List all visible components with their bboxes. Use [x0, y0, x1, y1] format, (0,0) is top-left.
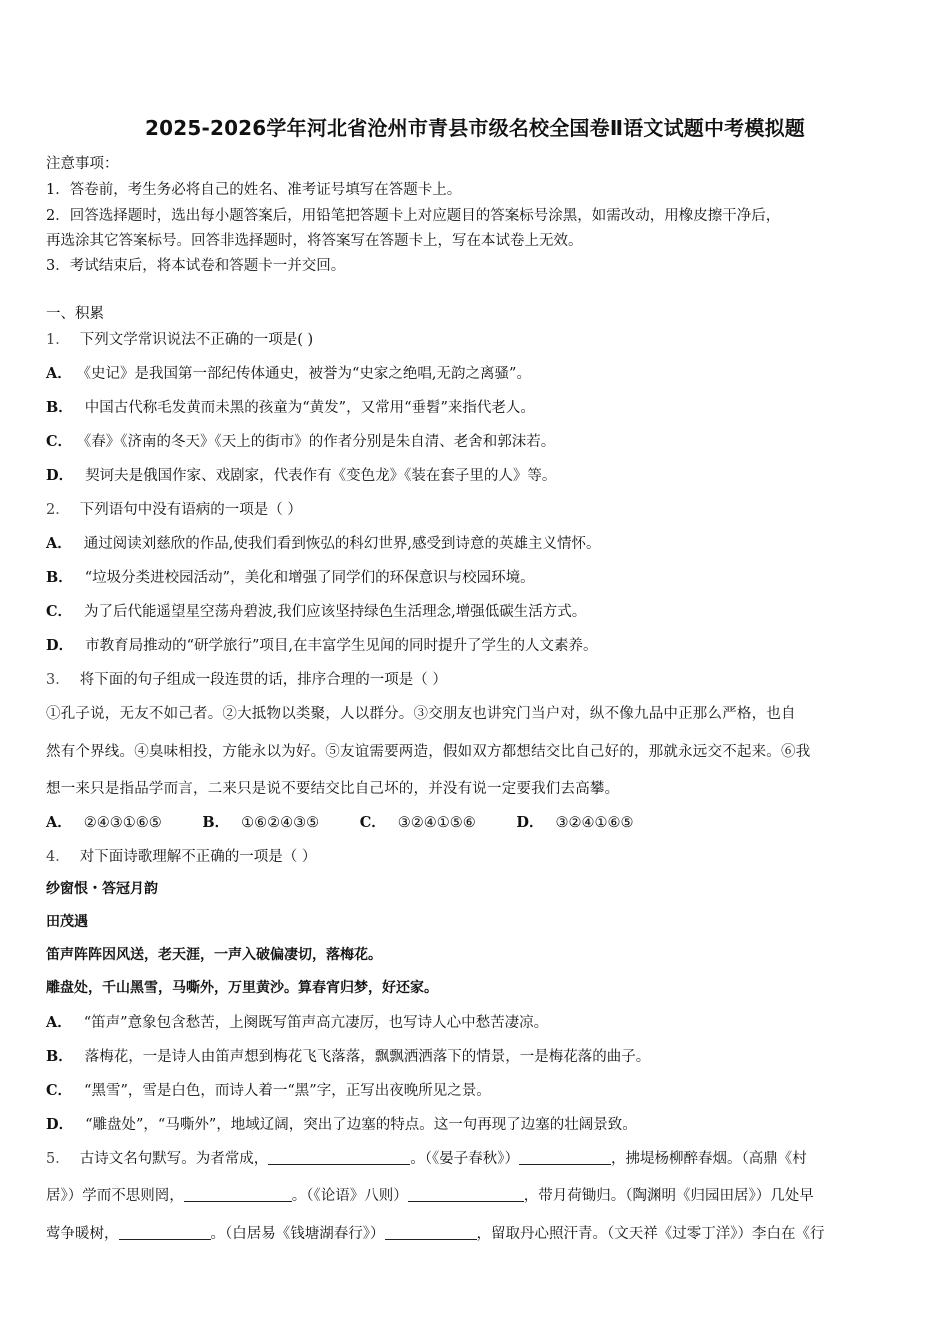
option-label: A． — [46, 1014, 72, 1031]
option-text: 为了后代能遥望星空荡舟碧波,我们应该坚持绿色生活理念,增强低碳生活方式。 — [84, 604, 587, 620]
q2-option-b — [46, 566, 535, 587]
q3-option-b — [202, 811, 319, 832]
answer-blank[interactable] — [268, 1150, 410, 1165]
notice-heading: 注意事项： — [46, 156, 119, 172]
question-text: 居》）学而不思则罔， — [46, 1188, 184, 1204]
question-4-stem — [46, 845, 316, 866]
question-number: 5． — [46, 1151, 70, 1167]
notice-item: 1．答卷前，考生务必将自己的姓名、准考证号填写在答题卡上。 — [46, 182, 462, 198]
question-text: ，拂堤杨柳醉春烟。（高鼎《村 — [610, 1151, 807, 1167]
option-text: 中国古代称毛发黄而未黑的孩童为“黄发”，又常用“垂髫”来指代老人。 — [84, 400, 535, 416]
q2-option-a — [46, 532, 600, 553]
option-text: ③②④①⑤⑥ — [397, 815, 476, 831]
q1-option-a — [46, 362, 531, 383]
option-label: D． — [46, 637, 74, 654]
question-1-stem — [46, 328, 313, 349]
q1-option-d — [46, 464, 556, 485]
option-text: “垃圾分类进校园活动”，美化和增强了同学们的环保意识与校园环境。 — [84, 570, 535, 586]
q2-option-c — [46, 600, 586, 621]
answer-blank[interactable] — [119, 1225, 211, 1240]
question-number: 2． — [46, 502, 70, 518]
option-text: 市教育局推动的“研学旅行”项目,在丰富学生见闻的同时提升了学生的人文素养。 — [85, 638, 598, 654]
q3-passage-line: 想一来只是指品学而言，二来只是说不要结交比自己坏的，并没有说一定要我们去高攀。 — [46, 781, 620, 797]
question-text: 莺争暖树， — [46, 1226, 119, 1242]
question-5-line-3 — [46, 1222, 825, 1243]
question-text: ，留取丹心照汗青。（文天祥《过零丁洋》）李白在《行 — [476, 1226, 825, 1242]
poem-line: 笛声阵阵因风送，老天涯，一声入破偏凄切，落梅花。 — [46, 947, 382, 963]
question-2-stem — [46, 498, 302, 519]
q3-options-row — [46, 811, 669, 832]
poem-author: 田茂遇 — [46, 914, 88, 930]
question-text: 对下面诗歌理解不正确的一项是（ ） — [79, 849, 317, 865]
option-text: ①⑥②④③⑤ — [241, 815, 320, 831]
answer-blank[interactable] — [519, 1150, 611, 1165]
option-text: 《春》《济南的冬天》《天上的街市》的作者分别是朱自清、老舍和郭沫若。 — [84, 434, 556, 450]
q1-option-c — [46, 430, 555, 451]
question-number: 3． — [46, 672, 70, 688]
option-label: B． — [202, 814, 230, 831]
question-5-line-2 — [46, 1184, 814, 1205]
option-text: 落梅花，一是诗人由笛声想到梅花飞飞落落，飘飘洒洒落下的情景，一是梅花落的曲子。 — [84, 1049, 651, 1065]
option-label: A． — [46, 814, 72, 831]
q3-option-a — [46, 811, 162, 832]
option-text: ②④③①⑥⑤ — [83, 815, 162, 831]
option-label: D． — [46, 467, 74, 484]
option-text: “雕盘处”，“马嘶外”，地域辽阔，突出了边塞的特点。这一句再现了边塞的壮阔景致。 — [85, 1117, 637, 1133]
page-title: 2025-2026学年河北省沧州市青县市级名校全国卷Ⅱ语文试题中考模拟题 — [144, 116, 805, 140]
answer-blank[interactable] — [184, 1187, 292, 1202]
question-5-line-1 — [46, 1147, 807, 1168]
q2-option-d — [46, 634, 598, 655]
option-label: A． — [46, 365, 72, 382]
question-text: 。（白居易《钱塘湖春行》） — [210, 1226, 385, 1242]
option-text: “笛声”意象包含愁苦，上阕既写笛声高亢凄厉，也写诗人心中愁苦凄凉。 — [83, 1015, 549, 1031]
q3-option-d — [516, 811, 633, 832]
option-text: “黑雪”，雪是白色，而诗人着一“黑”字，正写出夜晚所见之景。 — [84, 1083, 491, 1099]
question-number: 4． — [46, 849, 70, 865]
poem-line: 雕盘处，千山黑雪，马嘶外，万里黄沙。算春宵归梦，好还家。 — [46, 980, 438, 996]
option-label: B． — [46, 569, 73, 586]
q1-option-b — [46, 396, 535, 417]
question-text: 。（《论语》八则） — [291, 1188, 408, 1204]
option-label: B． — [46, 399, 73, 416]
q3-passage-line: 然有个界线。④臭味相投，方能永以为好。⑤友谊需要两造，假如双方都想结交比自己好的，那就永远交不起来。⑥我 — [46, 744, 811, 760]
option-text: 《史记》是我国第一部纪传体通史，被誉为“史家之绝唱,无韵之离骚”。 — [83, 366, 531, 382]
option-label: C． — [359, 814, 386, 831]
notice-item: 3．考试结束后，将本试卷和答题卡一并交回。 — [46, 258, 346, 274]
option-label: B． — [46, 1048, 73, 1065]
section-heading: 一、积累 — [46, 306, 104, 322]
q4-option-a — [46, 1011, 548, 1032]
question-number: 1． — [46, 332, 70, 348]
option-label: D． — [46, 1116, 74, 1133]
answer-blank[interactable] — [385, 1225, 477, 1240]
option-label: C． — [46, 433, 73, 450]
question-3-stem — [46, 668, 447, 689]
question-text: 将下面的句子组成一段连贯的话，排序合理的一项是（ ） — [79, 672, 447, 688]
question-text: ，带月荷锄归。（陶渊明《归园田居》）几处早 — [523, 1188, 814, 1204]
option-label: D． — [516, 814, 544, 831]
option-label: C． — [46, 603, 73, 620]
poem-title: 纱窗恨・答冠月韵 — [46, 881, 158, 897]
q4-option-c — [46, 1079, 491, 1100]
option-label: C． — [46, 1082, 73, 1099]
question-text: 下列语句中没有语病的一项是（ ） — [79, 502, 302, 518]
q4-option-d — [46, 1113, 637, 1134]
notice-item: 再选涂其它答案标号。回答非选择题时，将答案写在答题卡上，写在本试卷上无效。 — [46, 233, 583, 249]
notice-item: 2．回答选择题时，选出每小题答案后，用铅笔把答题卡上对应题目的答案标号涂黑，如需改动，用橡皮擦干净后， — [46, 208, 781, 224]
question-text: 。（《晏子春秋》） — [410, 1151, 519, 1167]
option-label: A． — [46, 535, 72, 552]
option-text: 契诃夫是俄国作家、戏剧家，代表作有《变色龙》《装在套子里的人》等。 — [85, 468, 557, 484]
option-text: ③②④①⑥⑤ — [555, 815, 634, 831]
question-text: 下列文学常识说法不正确的一项是( ) — [79, 332, 314, 348]
option-text: 通过阅读刘慈欣的作品,使我们看到恢弘的科幻世界,感受到诗意的英雄主义情怀。 — [83, 536, 601, 552]
q4-option-b — [46, 1045, 650, 1066]
q3-passage-line: ①孔子说，无友不如己者。②大抵物以类聚，人以群分。③交朋友也讲究门当户对，纵不像九品中正那么严格，也自 — [46, 706, 796, 722]
q3-option-c — [360, 811, 476, 832]
question-text: 古诗文名句默写。为者常成， — [79, 1151, 269, 1167]
answer-blank[interactable] — [408, 1187, 524, 1202]
